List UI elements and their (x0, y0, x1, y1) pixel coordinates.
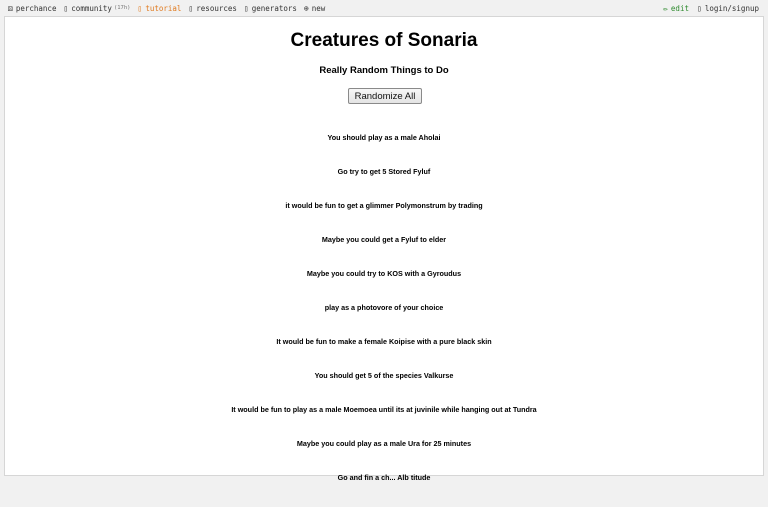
folder-icon: ▯ (188, 3, 194, 13)
nav-label: new (311, 3, 326, 13)
list-item: You should play as a male Aholai (327, 133, 441, 142)
nav-label: tutorial (145, 3, 182, 13)
nav-community[interactable] (63, 4, 130, 13)
login-signup-link[interactable] (697, 4, 759, 13)
list-item: It would be fun to play as a male Moemoea until its at juvinile while hanging out at Tundra (231, 405, 537, 414)
user-icon: ▯ (696, 3, 702, 13)
nav-label: community (71, 3, 112, 13)
edit-label: edit (670, 3, 689, 13)
pencil-icon: ✏ (663, 3, 668, 13)
list-item: play as a photovore of your choice (324, 303, 444, 312)
chat-icon: ▯ (63, 3, 69, 13)
login-label: login/signup (704, 3, 759, 13)
community-count: (17h) (113, 5, 131, 11)
edit-link[interactable] (663, 4, 689, 13)
list-item: it would be fun to get a glimmer Polymonstrum by trading (285, 201, 483, 210)
list-item: It would be fun to make a female Koipise with a pure black skin (276, 337, 492, 346)
nav-links (0, 4, 332, 13)
dice-icon: ⚄ (8, 3, 13, 13)
top-nav-bar (0, 0, 768, 16)
list-item: Maybe you could play as a male Ura for 25 minutes (296, 439, 472, 448)
nav-label: resources (196, 3, 237, 13)
nav-perchance[interactable] (8, 4, 56, 13)
nav-generators[interactable] (244, 4, 297, 13)
plus-icon: ⊕ (303, 3, 309, 13)
generator-icon: ▯ (243, 3, 249, 13)
list-item: You should get 5 of the species Valkurse (314, 371, 454, 380)
list-item: Go and fin a ch... Alb titude (337, 473, 431, 482)
nav-new[interactable] (304, 4, 325, 13)
randomize-all-button[interactable]: Randomize All (348, 88, 422, 104)
nav-right (655, 4, 768, 13)
list-item: Maybe you could try to KOS with a Gyroudus (306, 269, 462, 278)
list-item: Go try to get 5 Stored Fyluf (337, 167, 431, 176)
nav-label: perchance (15, 3, 57, 13)
nav-tutorial[interactable] (138, 4, 182, 13)
nav-resources[interactable] (188, 4, 236, 13)
nav-label: generators (251, 3, 297, 13)
list-item: Maybe you could get a Fyluf to elder (321, 235, 447, 244)
page-subtitle: Really Random Things to Do (319, 65, 449, 76)
random-things-list (5, 133, 763, 507)
book-icon: ▯ (137, 3, 143, 13)
page-title: Creatures of Sonaria (290, 30, 478, 51)
generator-output-panel (4, 16, 764, 482)
